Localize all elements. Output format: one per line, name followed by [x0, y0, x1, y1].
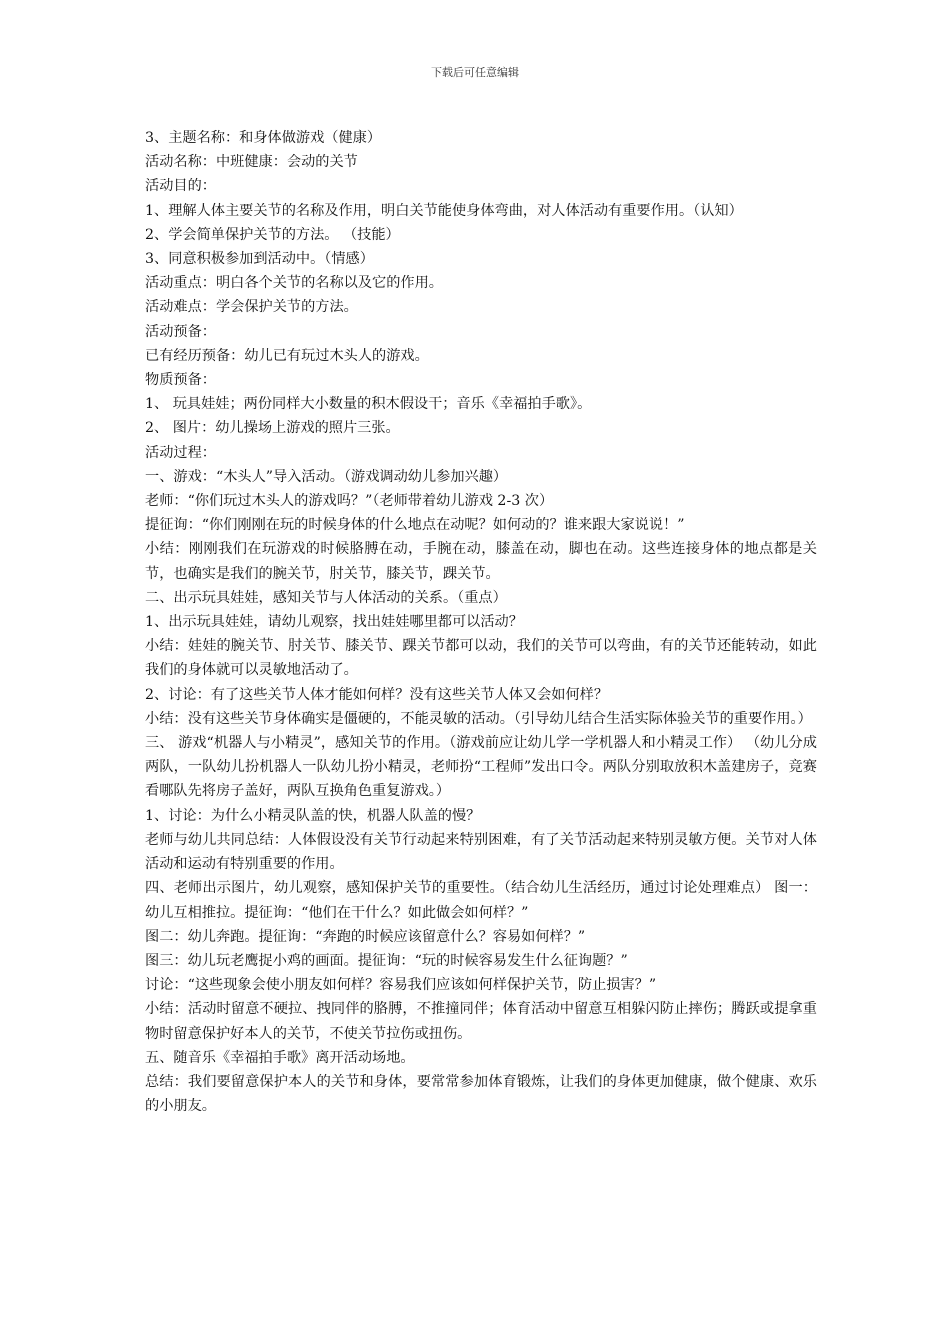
- paragraph: 小结：刚刚我们在玩游戏的时候胳膊在动，手腕在动，膝盖在动，脚也在动。这些连接身体的地点都是关节，也确实是我们的腕关节，肘关节，膝关节，踝关节。: [145, 541, 817, 582]
- paragraph: 老师：“你们玩过木头人的游戏吗？”（老师带着幼儿游戏 2-3 次）: [145, 493, 554, 510]
- paragraph: 3、同意积极参加到活动中。（情感）: [145, 251, 374, 268]
- paragraph: 小结：没有这些关节身体确实是僵硬的，不能灵敏的活动。（引导幼儿结合生活实际体验关节的重要作用。）: [145, 710, 812, 727]
- paragraph: 活动目的：: [145, 178, 216, 195]
- paragraph: 3、主题名称：和身体做游戏（健康）: [145, 130, 382, 146]
- paragraph: 一、游戏：“木头人”导入活动。（游戏调动幼儿参加兴趣）: [145, 468, 508, 485]
- paragraph: 总结：我们要留意保护本人的关节和身体，要常常参加体育锻炼，让我们的身体更加健康，做个健康、欢乐的小朋友。: [145, 1073, 817, 1115]
- document-body: [145, 126, 817, 1118]
- paragraph: 小结：活动时留意不硬拉、拽同伴的胳膊，不推撞同伴；体育活动中留意互相躲闪防止摔伤；腾跃或提拿重物时留意保护好本人的关节，不使关节拉伤或扭伤。: [145, 1001, 817, 1042]
- paragraph: 活动预备：: [145, 323, 216, 340]
- page-header-note: 下载后可任意编辑: [431, 66, 519, 79]
- paragraph: 图二：幼儿奔跑。提征询：“奔跑的时候应该留意什么？容易如何样？”: [145, 928, 586, 945]
- paragraph: 三、 游戏“机器人与小精灵”，感知关节的作用。（游戏前应让幼儿学一学机器人和小精灵工作） （幼儿分成两队，一队幼儿扮机器人一队幼儿扮小精灵，老师扮“工程师”发出口令。两队分别取放积木盖建房子，竞赛看哪队先将房子盖好，两队互换角色重复游戏。）: [145, 735, 817, 800]
- paragraph: 物质预备：: [145, 372, 216, 389]
- paragraph: 活动名称：中班健康：会动的关节: [145, 154, 358, 171]
- paragraph: 1、讨论：为什么小精灵队盖的快，机器人队盖的慢？: [145, 807, 481, 824]
- paragraph: 1、理解人体主要关节的名称及作用，明白关节能使身体弯曲，对人体活动有重要作用。（认知）: [145, 202, 743, 219]
- paragraph: 活动重点：明白各个关节的名称以及它的作用。: [145, 275, 443, 292]
- paragraph: 二、出示玩具娃娃，感知关节与人体活动的关系。（重点）: [145, 589, 507, 606]
- paragraph: 小结：娃娃的腕关节、肘关节、膝关节、踝关节都可以动，我们的关节可以弯曲，有的关节还能转动，如此我们的身体就可以灵敏地活动了。: [145, 638, 817, 679]
- paragraph: 五、随音乐《幸福拍手歌》离开活动场地。: [145, 1049, 415, 1066]
- paragraph: 1、出示玩具娃娃，请幼儿观察，找出娃娃哪里都可以活动？: [145, 614, 523, 631]
- paragraph: 2、学会简单保护关节的方法。 （技能）: [145, 226, 400, 243]
- paragraph: 老师与幼儿共同总结：人体假设没有关节行动起来特别困难，有了关节活动起来特别灵敏方便。关节对人体活动和运动有特别重要的作用。: [145, 831, 817, 873]
- paragraph: 1、 玩具娃娃；两份同样大小数量的积木假设干；音乐《幸福拍手歌》。: [145, 396, 592, 413]
- paragraph: 2、 图片：幼儿操场上游戏的照片三张。: [145, 420, 400, 437]
- paragraph: 讨论：“这些现象会使小朋友如何样？容易我们应该如何样保护关节，防止损害？”: [145, 977, 657, 994]
- paragraph: 活动难点：学会保护关节的方法。: [145, 299, 358, 316]
- paragraph: 图三：幼儿玩老鹰捉小鸡的画面。提征询：“玩的时候容易发生什么征询题？”: [145, 952, 628, 969]
- paragraph: 2、讨论：有了这些关节人体才能如何样？没有这些关节人体又会如何样？: [145, 686, 609, 703]
- paragraph: 活动过程：: [145, 444, 216, 461]
- paragraph: 四、老师出示图片，幼儿观察，感知保护关节的重要性。（结合幼儿生活经历，通过讨论处理难点） 图一：幼儿互相推拉。提征询：“他们在干什么？如此做会如何样？”: [145, 880, 817, 921]
- paragraph: 提征询：“你们刚刚在玩的时候身体的什么地点在动呢？如何动的？谁来跟大家说说！”: [145, 517, 685, 534]
- paragraph: 已有经历预备：幼儿已有玩过木头人的游戏。: [145, 347, 429, 364]
